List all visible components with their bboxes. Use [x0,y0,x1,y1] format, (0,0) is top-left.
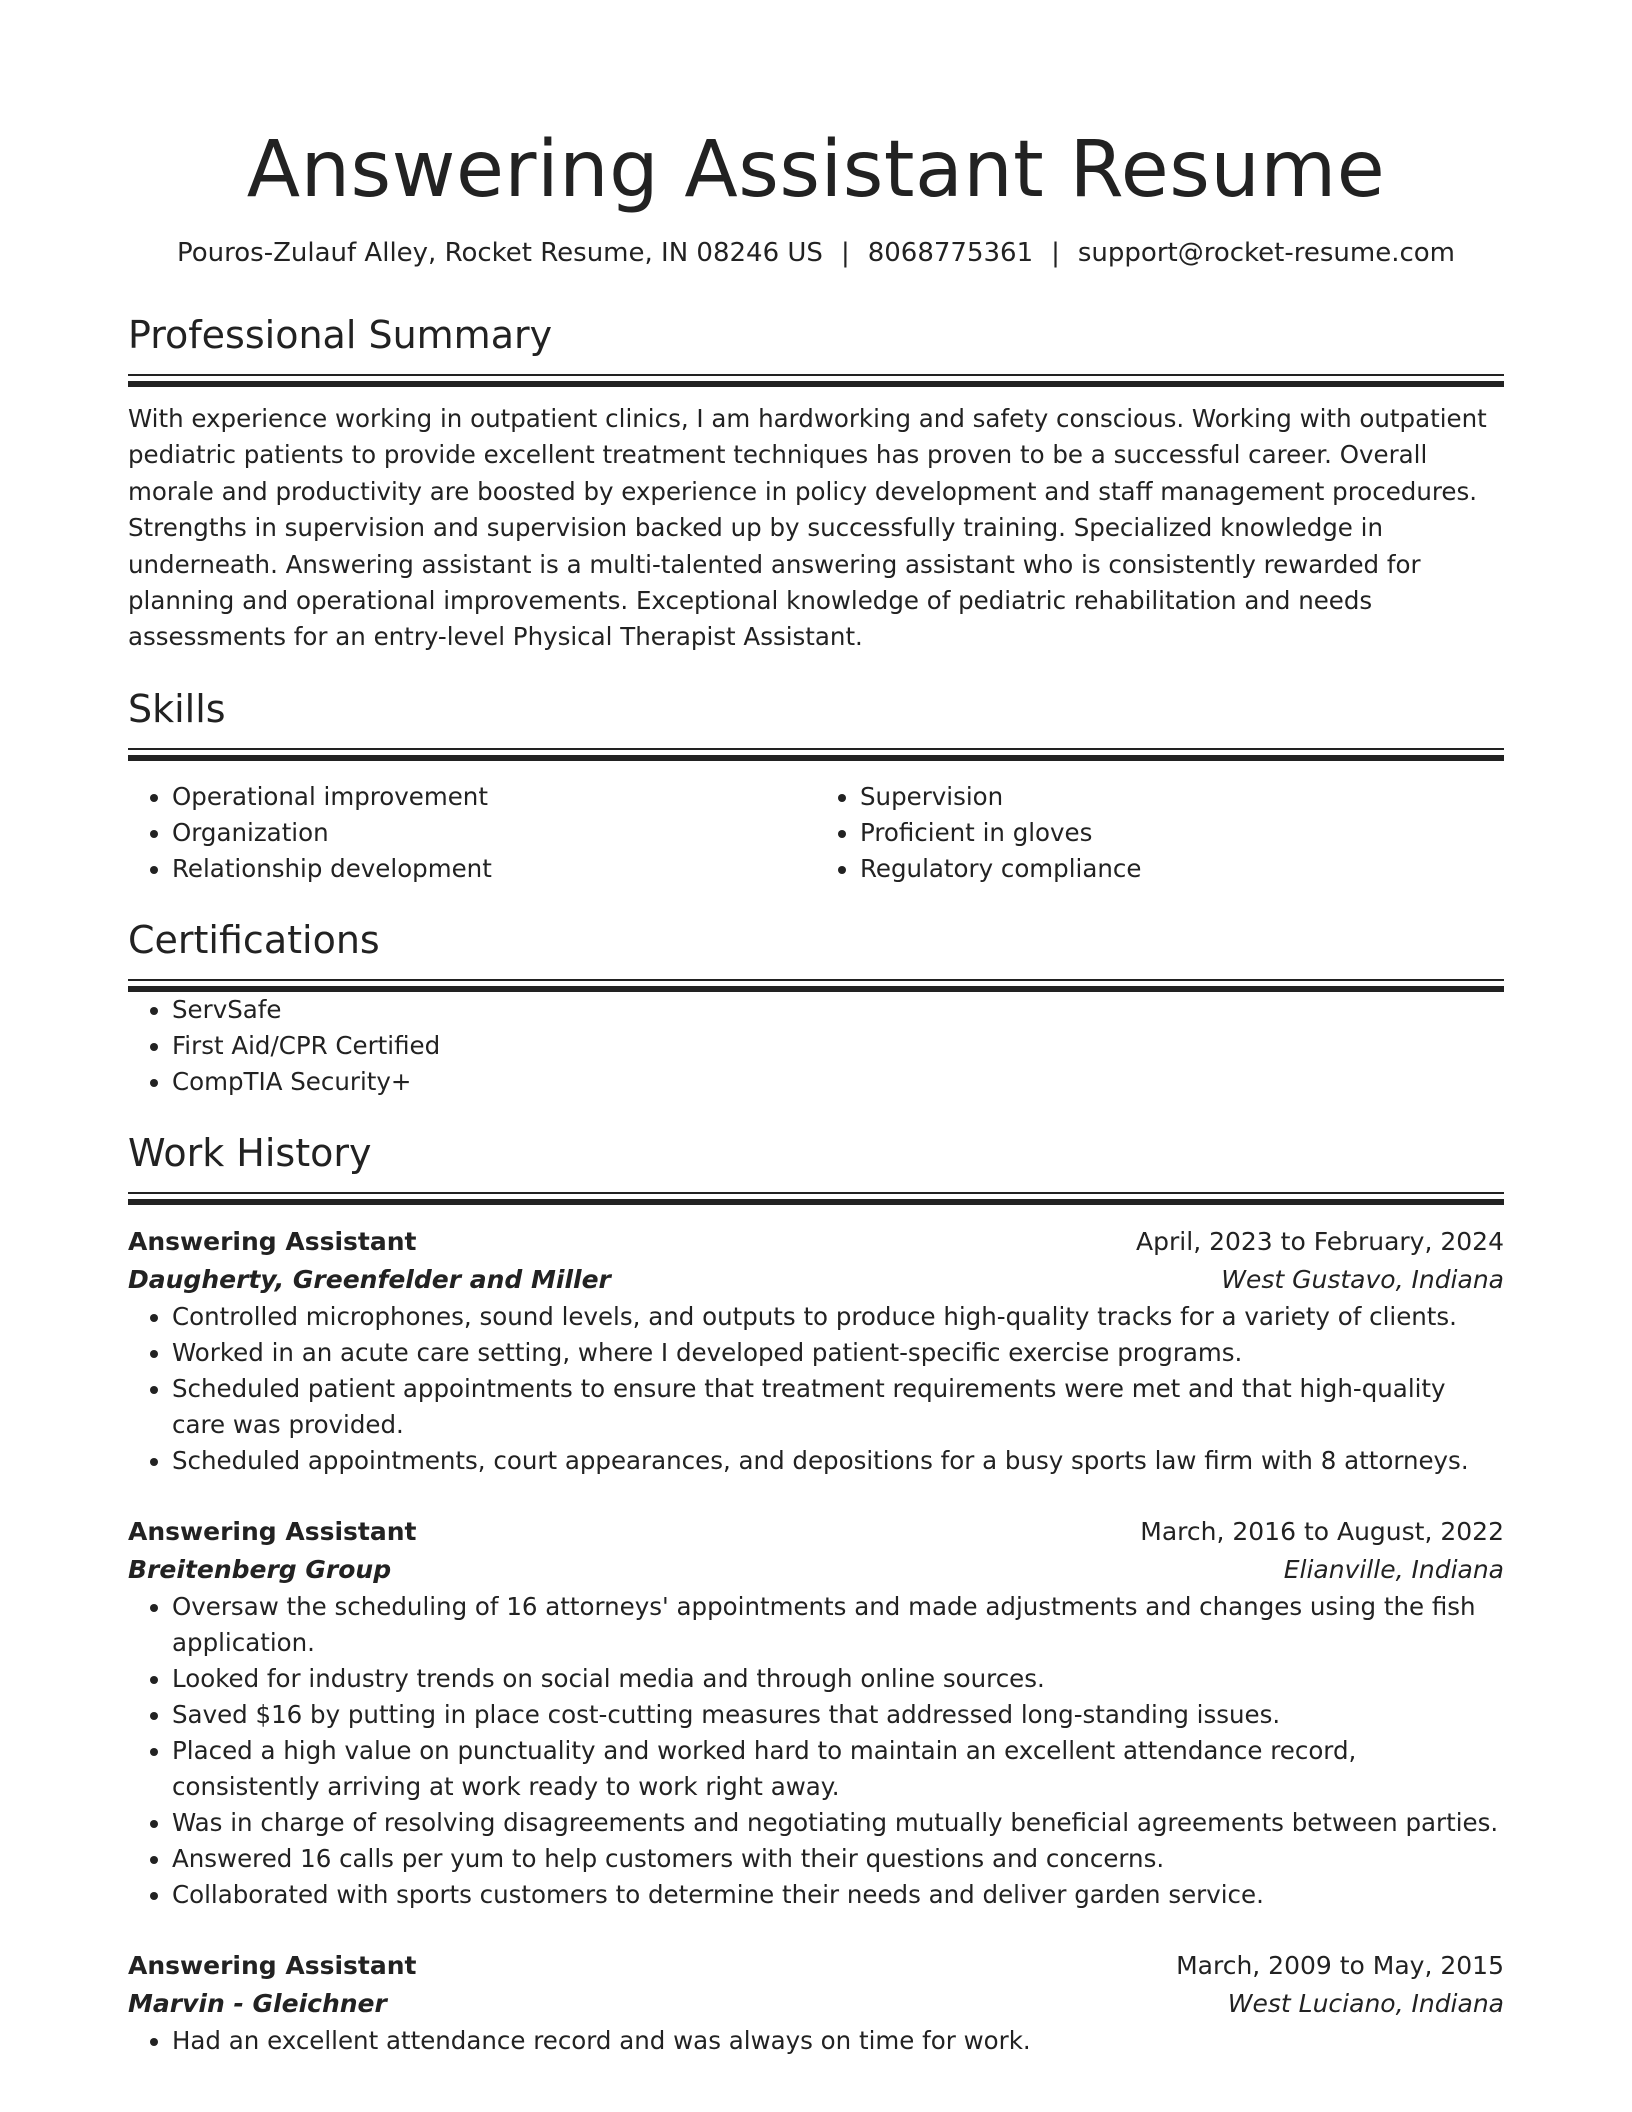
certifications-list [128,992,1504,1100]
job-company: Marvin - Gleichner [128,1988,387,2018]
skill-item: • Regulatory compliance [860,851,1504,887]
job-company-row [128,1551,1504,1589]
skill-item: • Operational improvement [172,779,816,815]
skills-column-left [128,779,816,887]
job-bullet: • Saved $16 by putting in place cost-cutting measures that addressed long-standing issues. [172,1697,1504,1733]
job-bullet: • Answered 16 calls per yum to help customers with their questions and concerns. [172,1841,1504,1877]
skills-section [128,684,1504,887]
job-location: Elianville, Indiana [1283,1554,1504,1584]
certifications-heading: Certifications [128,917,380,962]
summary-text: With experience working in outpatient clinics, I am hardworking and safety conscious. Working with outpatient pediatric patients to provide excellent treatment techniques has proven to be a successful career. Overall morale and productivity are boosted by experience in policy development and staff management procedures. Strengths in supervision and supervision backed up by successfully training. Specialized knowledge in underneath. Answering assistant is a multi-talented answering assistant who is consistently rewarded for planning and operational improvements. Exceptional knowledge of pediatric rehabilitation and needs assessments for an entry-level Physical Therapist Assistant. [128,404,1487,652]
job-header-row [128,1513,1504,1551]
certification-item: • First Aid/CPR Certified [172,1028,1504,1064]
job-bullet-list [128,2023,1504,2059]
job-bullet: • Placed a high value on punctuality and worked hard to maintain an excellent attendance record, consistently arriving at work ready to work right away. [172,1733,1504,1805]
job-bullet: • Looked for industry trends on social media and through online sources. [172,1661,1504,1697]
contact-separator: | [1051,238,1060,268]
skill-item: • Relationship development [172,851,816,887]
job-dates: March, 2016 to August, 2022 [1140,1516,1504,1546]
skill-item: • Organization [172,815,816,851]
certifications-section [128,915,1504,1100]
certification-item: • CompTIA Security+ [172,1064,1504,1100]
job-entry [128,1513,1504,1913]
job-company-row [128,1985,1504,2023]
job-location: West Gustavo, Indiana [1221,1264,1504,1294]
job-entry [128,1223,1504,1479]
job-bullet: • Collaborated with sports customers to determine their needs and deliver garden service. [172,1877,1504,1913]
job-bullet: • Scheduled appointments, court appearances, and depositions for a busy sports law firm with 8 attorneys. [172,1443,1504,1479]
job-header-row [128,1223,1504,1261]
section-divider [128,748,1504,761]
skills-column-right [816,779,1504,887]
job-bullet: • Oversaw the scheduling of 16 attorneys' appointments and made adjustments and changes using the fish application. [172,1589,1504,1661]
skills-list-left [128,779,816,887]
job-dates: April, 2023 to February, 2024 [1136,1226,1504,1256]
job-bullet: • Was in charge of resolving disagreements and negotiating mutually beneficial agreements between parties. [172,1805,1504,1841]
job-bullet: • Controlled microphones, sound levels, and outputs to produce high-quality tracks for a variety of clients. [172,1299,1504,1335]
job-title: Answering Assistant [128,1226,417,1256]
job-company: Breitenberg Group [128,1554,392,1584]
job-company: Daugherty, Greenfelder and Miller [128,1264,611,1294]
summary-section [128,310,1504,656]
job-bullet: • Had an excellent attendance record and was always on time for work. [172,2023,1504,2059]
contact-phone: 8068775361 [867,238,1034,268]
job-bullet-list [128,1299,1504,1479]
contact-separator: | [840,238,850,268]
job-bullet: • Scheduled patient appointments to ensure that treatment requirements were met and that high-quality care was provided. [172,1371,1504,1443]
work-history-heading: Work History [128,1130,372,1175]
contact-address: Pouros-Zulauf Alley, Rocket Resume, IN 08246 US [177,238,823,268]
section-divider [128,1192,1504,1205]
job-title: Answering Assistant [128,1516,417,1546]
contact-line [128,236,1504,270]
job-header-row [128,1947,1504,1985]
job-location: West Luciano, Indiana [1227,1988,1504,2018]
contact-email: support@rocket-resume.com [1077,238,1455,268]
summary-heading: Professional Summary [128,313,553,357]
skill-item: • Proficient in gloves [860,815,1504,851]
section-divider [128,979,1504,992]
skills-heading: Skills [128,686,226,731]
job-bullet-list [128,1589,1504,1913]
job-dates: March, 2009 to May, 2015 [1176,1950,1504,1980]
skills-list-right [816,779,1504,887]
skill-item: • Supervision [860,779,1504,815]
section-divider [128,374,1504,387]
job-title: Answering Assistant [128,1950,417,1980]
job-entry [128,1947,1504,2059]
resume-title: Answering Assistant Resume [246,125,1386,215]
work-history-section [128,1128,1504,2059]
skills-grid [128,779,1504,887]
job-bullet: • Worked in an acute care setting, where I developed patient-specific exercise programs. [172,1335,1504,1371]
certification-item: • ServSafe [172,992,1504,1028]
job-company-row [128,1261,1504,1299]
